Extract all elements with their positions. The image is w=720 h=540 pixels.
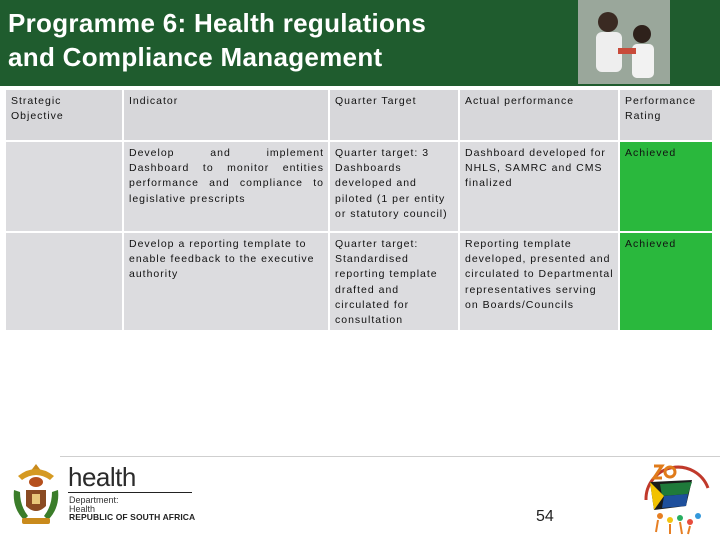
- twenty-years-of-freedom-logo-icon: [636, 460, 716, 536]
- header-actual-performance: Actual performance: [460, 90, 618, 140]
- coat-of-arms-icon: [10, 462, 62, 528]
- strategic-objective-cell: [6, 233, 122, 330]
- logo-underline: [68, 492, 192, 493]
- performance-rating-cell: Achieved: [620, 142, 712, 231]
- header-indicator: Indicator: [124, 90, 328, 140]
- quarter-target-cell: Quarter target: Standardised reporting template drafted and circulated for consultation: [330, 233, 458, 330]
- strategic-objective-cell: [6, 142, 122, 231]
- quarter-target-cell: Quarter target: 3 Dashboards developed and piloted (1 per entity or statutory council): [330, 142, 458, 231]
- table-header-row: [6, 90, 712, 140]
- table-row: [6, 233, 712, 330]
- performance-table: [4, 88, 714, 332]
- table-row: [6, 142, 712, 231]
- performance-rating-cell: Achieved: [620, 233, 712, 330]
- health-logo-word: health: [68, 462, 136, 492]
- department-label: Department:: [69, 495, 119, 505]
- slide-title-line-2: and Compliance Management: [8, 42, 383, 72]
- republic-label: REPUBLIC OF SOUTH AFRICA: [69, 512, 196, 522]
- slide-title: [8, 6, 568, 74]
- actual-performance-cell: Dashboard developed for NHLS, SAMRC and CMS finalized: [460, 142, 618, 231]
- header-performance-rating: Performance Rating: [620, 90, 712, 140]
- page-number: 54: [536, 508, 554, 525]
- header-quarter-target: Quarter Target: [330, 90, 458, 140]
- header-photo-graphic: [578, 0, 670, 84]
- department-name: Health: [69, 504, 96, 514]
- actual-performance-cell: Reporting template developed, presented and circulated to Departmental representatives serving on Boards/Councils: [460, 233, 618, 330]
- slide-title-line-1: Programme 6: Health regulations: [8, 8, 427, 38]
- indicator-cell: Develop a reporting template to enable feedback to the executive authority: [124, 233, 328, 330]
- header-strategic-objective: Strategic Objective: [6, 90, 122, 140]
- footer-divider: [60, 456, 720, 457]
- header-photo: [578, 0, 670, 84]
- indicator-cell: Develop and implement Dashboard to monitor entities performance and compliance to legislative prescripts: [124, 142, 328, 231]
